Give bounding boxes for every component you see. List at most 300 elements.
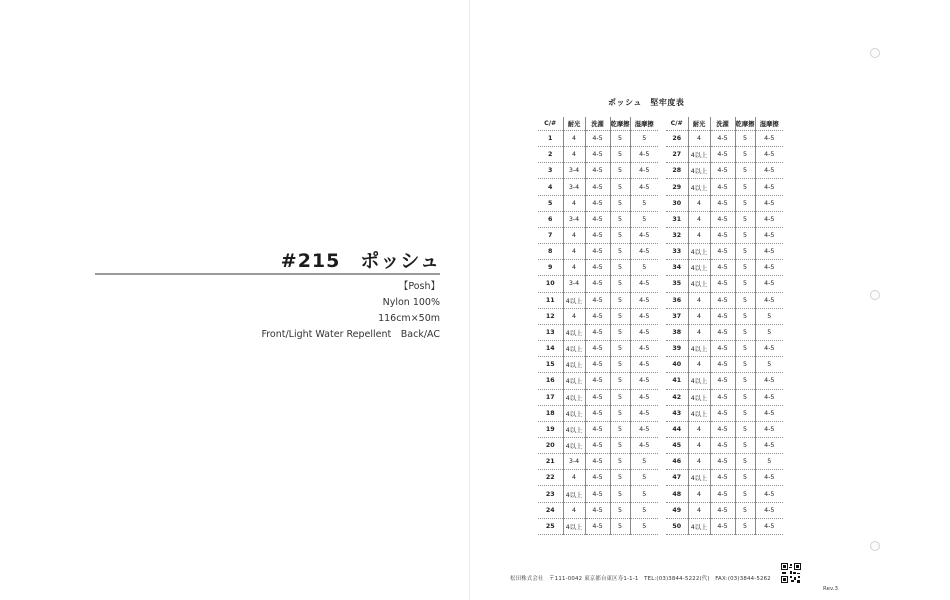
cell-color-no: 12	[538, 308, 563, 324]
cell-wet-rub: 4-5	[630, 373, 658, 389]
cell-light: 4以上	[688, 276, 710, 292]
qr-code-icon	[780, 562, 802, 584]
table-row	[666, 357, 783, 373]
cell-dry-rub: 5	[735, 518, 755, 534]
table-row	[666, 470, 783, 486]
cell-color-no: 32	[666, 227, 688, 243]
cell-color-no: 29	[666, 179, 688, 195]
cell-color-no: 4	[538, 179, 563, 195]
cell-light: 4以上	[688, 389, 710, 405]
cell-color-no: 22	[538, 470, 563, 486]
cell-wash: 4-5	[585, 389, 610, 405]
cell-wet-rub: 5	[755, 324, 783, 340]
cell-wash: 4-5	[710, 163, 735, 179]
table-row	[538, 437, 658, 453]
cell-color-no: 42	[666, 389, 688, 405]
cell-wet-rub: 4-5	[755, 389, 783, 405]
cell-wash: 4-5	[710, 341, 735, 357]
header-color-no: C/#	[538, 117, 563, 131]
cell-wet-rub: 4-5	[755, 276, 783, 292]
cell-wet-rub: 4-5	[755, 131, 783, 147]
cell-light: 4	[563, 195, 585, 211]
cell-wet-rub: 4-5	[755, 421, 783, 437]
cell-color-no: 37	[666, 308, 688, 324]
table-row	[538, 405, 658, 421]
cell-wash: 4-5	[710, 292, 735, 308]
cell-wash: 4-5	[585, 308, 610, 324]
table-row	[538, 389, 658, 405]
cell-dry-rub: 5	[735, 244, 755, 260]
cell-wet-rub: 4-5	[630, 163, 658, 179]
cell-wet-rub: 4-5	[630, 147, 658, 163]
cell-light: 4	[563, 227, 585, 243]
cell-color-no: 21	[538, 454, 563, 470]
cell-wet-rub: 4-5	[630, 276, 658, 292]
product-title: #215 ポッシュ	[280, 250, 440, 272]
table-row	[666, 179, 783, 195]
cell-dry-rub: 5	[735, 227, 755, 243]
cell-wash: 4-5	[710, 437, 735, 453]
cell-light: 4	[688, 195, 710, 211]
cell-wash: 4-5	[710, 373, 735, 389]
cell-light: 4以上	[688, 244, 710, 260]
cell-dry-rub: 5	[735, 341, 755, 357]
punch-hole-icon	[870, 541, 880, 551]
cell-wet-rub: 4-5	[755, 227, 783, 243]
cell-wash: 4-5	[585, 147, 610, 163]
cell-color-no: 19	[538, 421, 563, 437]
cell-light: 4	[563, 308, 585, 324]
cell-light: 4	[563, 260, 585, 276]
cell-wet-rub: 4-5	[630, 308, 658, 324]
header-wash: 洗濯	[585, 117, 610, 131]
header-wet-rub: 湿摩擦	[630, 117, 658, 131]
table-row	[538, 227, 658, 243]
cell-wash: 4-5	[710, 147, 735, 163]
table-row	[666, 276, 783, 292]
cell-dry-rub: 5	[610, 308, 630, 324]
cell-color-no: 17	[538, 389, 563, 405]
cell-light: 4	[563, 147, 585, 163]
cell-wash: 4-5	[710, 211, 735, 227]
cell-wet-rub: 5	[630, 502, 658, 518]
cell-color-no: 45	[666, 437, 688, 453]
cell-wash: 4-5	[710, 389, 735, 405]
cell-wet-rub: 4-5	[755, 163, 783, 179]
cell-color-no: 3	[538, 163, 563, 179]
punch-hole-icon	[870, 48, 880, 58]
cell-wash: 4-5	[710, 195, 735, 211]
cell-dry-rub: 5	[735, 405, 755, 421]
cell-light: 4	[563, 244, 585, 260]
cell-wash: 4-5	[585, 131, 610, 147]
header-dry-rub: 乾摩擦	[610, 117, 630, 131]
table-row	[538, 341, 658, 357]
cell-color-no: 14	[538, 341, 563, 357]
table-row	[666, 405, 783, 421]
cell-wash: 4-5	[585, 454, 610, 470]
cell-light: 4以上	[688, 518, 710, 534]
cell-light: 4	[688, 486, 710, 502]
cell-color-no: 25	[538, 518, 563, 534]
cell-wash: 4-5	[585, 324, 610, 340]
cell-wet-rub: 5	[630, 486, 658, 502]
cell-wash: 4-5	[585, 421, 610, 437]
cell-dry-rub: 5	[610, 502, 630, 518]
cell-dry-rub: 5	[610, 421, 630, 437]
cell-color-no: 8	[538, 244, 563, 260]
cell-color-no: 44	[666, 421, 688, 437]
cell-color-no: 10	[538, 276, 563, 292]
cell-wash: 4-5	[710, 227, 735, 243]
cell-wet-rub: 4-5	[755, 260, 783, 276]
table-row	[666, 518, 783, 534]
cell-light: 4以上	[688, 147, 710, 163]
right-page	[470, 0, 950, 600]
cell-wash: 4-5	[710, 324, 735, 340]
cell-color-no: 15	[538, 357, 563, 373]
cell-wet-rub: 4-5	[755, 195, 783, 211]
table-row	[538, 131, 658, 147]
cell-wet-rub: 4-5	[755, 147, 783, 163]
cell-wet-rub: 4-5	[630, 437, 658, 453]
cell-light: 4	[688, 292, 710, 308]
cell-dry-rub: 5	[610, 454, 630, 470]
cell-color-no: 16	[538, 373, 563, 389]
punch-hole-icon	[870, 290, 880, 300]
cell-light: 4以上	[688, 179, 710, 195]
cell-wet-rub: 4-5	[755, 486, 783, 502]
cell-dry-rub: 5	[735, 357, 755, 373]
cell-wash: 4-5	[710, 470, 735, 486]
cell-wet-rub: 5	[755, 357, 783, 373]
cell-wash: 4-5	[585, 518, 610, 534]
cell-wash: 4-5	[585, 373, 610, 389]
cell-wash: 4-5	[585, 437, 610, 453]
cell-light: 4	[688, 211, 710, 227]
cell-color-no: 2	[538, 147, 563, 163]
cell-wet-rub: 4-5	[755, 341, 783, 357]
cell-light: 4以上	[563, 292, 585, 308]
cell-color-no: 33	[666, 244, 688, 260]
cell-dry-rub: 5	[735, 421, 755, 437]
cell-wash: 4-5	[585, 244, 610, 260]
cell-dry-rub: 5	[735, 373, 755, 389]
cell-light: 4以上	[688, 405, 710, 421]
table-row	[666, 292, 783, 308]
cell-dry-rub: 5	[610, 341, 630, 357]
cell-light: 4	[688, 308, 710, 324]
cell-dry-rub: 5	[735, 292, 755, 308]
cell-dry-rub: 5	[610, 211, 630, 227]
cell-light: 4以上	[688, 341, 710, 357]
cell-light: 4	[688, 227, 710, 243]
cell-color-no: 36	[666, 292, 688, 308]
table-row	[666, 502, 783, 518]
header-wet-rub: 湿摩擦	[755, 117, 783, 131]
cell-wet-rub: 4-5	[630, 357, 658, 373]
cell-wet-rub: 4-5	[630, 324, 658, 340]
cell-color-no: 1	[538, 131, 563, 147]
cell-light: 3-4	[563, 179, 585, 195]
cell-light: 4以上	[563, 421, 585, 437]
cell-light: 3-4	[563, 454, 585, 470]
spec-size: 116cm×50m	[378, 313, 440, 324]
cell-color-no: 5	[538, 195, 563, 211]
table-row	[538, 211, 658, 227]
cell-wash: 4-5	[710, 357, 735, 373]
table-row	[666, 454, 783, 470]
cell-light: 4以上	[563, 405, 585, 421]
cell-color-no: 23	[538, 486, 563, 502]
cell-wash: 4-5	[585, 179, 610, 195]
cell-wash: 4-5	[585, 195, 610, 211]
table-row	[538, 421, 658, 437]
table-row	[666, 195, 783, 211]
cell-dry-rub: 5	[735, 211, 755, 227]
header-light: 耐光	[688, 117, 710, 131]
cell-dry-rub: 5	[735, 308, 755, 324]
table-row	[538, 486, 658, 502]
cell-wash: 4-5	[585, 211, 610, 227]
cell-wet-rub: 4-5	[755, 470, 783, 486]
cell-dry-rub: 5	[610, 470, 630, 486]
cell-wet-rub: 5	[630, 518, 658, 534]
table-row	[666, 389, 783, 405]
cell-wash: 4-5	[585, 292, 610, 308]
cell-dry-rub: 5	[610, 324, 630, 340]
header-color-no: C/#	[666, 117, 688, 131]
cell-color-no: 27	[666, 147, 688, 163]
cell-wet-rub: 4-5	[630, 405, 658, 421]
cell-wet-rub: 5	[755, 454, 783, 470]
cell-wet-rub: 4-5	[755, 373, 783, 389]
cell-wet-rub: 5	[630, 470, 658, 486]
table-row	[538, 244, 658, 260]
cell-dry-rub: 5	[610, 518, 630, 534]
cell-wet-rub: 4-5	[630, 341, 658, 357]
cell-wash: 4-5	[585, 341, 610, 357]
cell-light: 3-4	[563, 163, 585, 179]
cell-light: 4	[688, 324, 710, 340]
cell-wash: 4-5	[585, 260, 610, 276]
cell-dry-rub: 5	[610, 195, 630, 211]
cell-wash: 4-5	[585, 276, 610, 292]
cell-color-no: 18	[538, 405, 563, 421]
cell-color-no: 20	[538, 437, 563, 453]
table-row	[666, 211, 783, 227]
cell-wet-rub: 4-5	[755, 437, 783, 453]
cell-wash: 4-5	[585, 357, 610, 373]
cell-color-no: 50	[666, 518, 688, 534]
cell-wet-rub: 5	[630, 454, 658, 470]
cell-color-no: 49	[666, 502, 688, 518]
cell-wash: 4-5	[710, 131, 735, 147]
cell-wet-rub: 5	[755, 308, 783, 324]
cell-color-no: 41	[666, 373, 688, 389]
cell-color-no: 47	[666, 470, 688, 486]
table-row	[666, 437, 783, 453]
cell-color-no: 31	[666, 211, 688, 227]
revision-label: Rev.3	[823, 586, 839, 592]
cell-wet-rub: 4-5	[755, 179, 783, 195]
cell-light: 4	[688, 502, 710, 518]
cell-wet-rub: 4-5	[755, 244, 783, 260]
cell-light: 4	[688, 437, 710, 453]
cell-color-no: 13	[538, 324, 563, 340]
cell-light: 4	[563, 131, 585, 147]
spec-finish: Front/Light Water Repellent Back/AC	[261, 329, 440, 340]
table-row	[666, 147, 783, 163]
cell-wash: 4-5	[710, 518, 735, 534]
cell-wet-rub: 4-5	[755, 292, 783, 308]
cell-wash: 4-5	[585, 502, 610, 518]
cell-dry-rub: 5	[735, 454, 755, 470]
cell-color-no: 39	[666, 341, 688, 357]
cell-dry-rub: 5	[610, 163, 630, 179]
cell-wash: 4-5	[710, 486, 735, 502]
cell-color-no: 11	[538, 292, 563, 308]
cell-light: 4以上	[563, 437, 585, 453]
cell-light: 4以上	[563, 518, 585, 534]
table-row	[538, 454, 658, 470]
cell-wash: 4-5	[710, 244, 735, 260]
cell-color-no: 34	[666, 260, 688, 276]
table-row	[666, 373, 783, 389]
spec-name: 【Posh】	[398, 281, 440, 292]
cell-color-no: 30	[666, 195, 688, 211]
table-row	[538, 276, 658, 292]
left-page	[0, 0, 470, 600]
cell-dry-rub: 5	[610, 437, 630, 453]
cell-dry-rub: 5	[735, 437, 755, 453]
cell-dry-rub: 5	[735, 260, 755, 276]
cell-color-no: 24	[538, 502, 563, 518]
cell-wash: 4-5	[710, 179, 735, 195]
cell-wash: 4-5	[710, 405, 735, 421]
table-row	[666, 341, 783, 357]
cell-wash: 4-5	[585, 470, 610, 486]
table-row	[538, 195, 658, 211]
cell-dry-rub: 5	[735, 163, 755, 179]
cell-wash: 4-5	[710, 276, 735, 292]
cell-dry-rub: 5	[610, 357, 630, 373]
table-row	[538, 147, 658, 163]
cell-dry-rub: 5	[610, 373, 630, 389]
cell-dry-rub: 5	[610, 244, 630, 260]
cell-wash: 4-5	[585, 227, 610, 243]
table-row	[666, 308, 783, 324]
table-title: ポッシュ 堅牢度表	[608, 98, 685, 107]
cell-light: 4以上	[563, 389, 585, 405]
cell-dry-rub: 5	[735, 502, 755, 518]
cell-light: 4以上	[688, 260, 710, 276]
cell-wash: 4-5	[710, 308, 735, 324]
cell-light: 4	[563, 502, 585, 518]
table-header-row	[666, 117, 783, 131]
cell-wash: 4-5	[585, 486, 610, 502]
cell-wet-rub: 4-5	[755, 502, 783, 518]
cell-wet-rub: 4-5	[630, 292, 658, 308]
cell-wet-rub: 5	[630, 211, 658, 227]
cell-light: 4以上	[563, 373, 585, 389]
table-row	[538, 260, 658, 276]
cell-color-no: 46	[666, 454, 688, 470]
cell-wet-rub: 5	[630, 131, 658, 147]
cell-wet-rub: 4-5	[755, 518, 783, 534]
cell-dry-rub: 5	[735, 179, 755, 195]
table-row	[666, 421, 783, 437]
cell-wet-rub: 4-5	[630, 389, 658, 405]
fastness-table-left	[538, 117, 658, 535]
cell-dry-rub: 5	[610, 147, 630, 163]
cell-dry-rub: 5	[735, 324, 755, 340]
cell-dry-rub: 5	[735, 147, 755, 163]
cell-dry-rub: 5	[610, 276, 630, 292]
table-row	[666, 244, 783, 260]
table-row	[538, 470, 658, 486]
cell-color-no: 38	[666, 324, 688, 340]
cell-dry-rub: 5	[610, 405, 630, 421]
cell-light: 4以上	[563, 486, 585, 502]
cell-wet-rub: 4-5	[630, 227, 658, 243]
table-row	[538, 163, 658, 179]
cell-color-no: 40	[666, 357, 688, 373]
header-dry-rub: 乾摩擦	[735, 117, 755, 131]
table-row	[666, 163, 783, 179]
cell-color-no: 28	[666, 163, 688, 179]
cell-dry-rub: 5	[735, 131, 755, 147]
cell-dry-rub: 5	[610, 131, 630, 147]
table-header-row	[538, 117, 658, 131]
company-footer: 松田株式会社 〒111-0042 東京都台東区寿1-1-1 TEL:(03)3844-5222(代) FAX:(03)3844-5262	[510, 576, 771, 582]
table-row	[538, 308, 658, 324]
table-row	[666, 486, 783, 502]
cell-dry-rub: 5	[735, 470, 755, 486]
cell-light: 4以上	[563, 357, 585, 373]
cell-dry-rub: 5	[735, 276, 755, 292]
cell-color-no: 9	[538, 260, 563, 276]
cell-wet-rub: 4-5	[755, 405, 783, 421]
cell-dry-rub: 5	[610, 292, 630, 308]
table-row	[538, 292, 658, 308]
cell-color-no: 6	[538, 211, 563, 227]
cell-color-no: 43	[666, 405, 688, 421]
cell-light: 3-4	[563, 276, 585, 292]
cell-color-no: 35	[666, 276, 688, 292]
cell-wash: 4-5	[710, 260, 735, 276]
cell-color-no: 26	[666, 131, 688, 147]
cell-light: 4以上	[563, 341, 585, 357]
cell-light: 4	[688, 454, 710, 470]
cell-dry-rub: 5	[610, 179, 630, 195]
table-row	[666, 131, 783, 147]
table-row	[666, 324, 783, 340]
cell-wash: 4-5	[585, 163, 610, 179]
cell-color-no: 48	[666, 486, 688, 502]
cell-light: 4以上	[563, 324, 585, 340]
table-row	[666, 260, 783, 276]
table-row	[538, 179, 658, 195]
table-row	[538, 324, 658, 340]
cell-light: 4以上	[688, 470, 710, 486]
header-wash: 洗濯	[710, 117, 735, 131]
cell-light: 4	[563, 470, 585, 486]
table-row	[666, 227, 783, 243]
cell-dry-rub: 5	[610, 389, 630, 405]
cell-wash: 4-5	[710, 502, 735, 518]
table-row	[538, 502, 658, 518]
